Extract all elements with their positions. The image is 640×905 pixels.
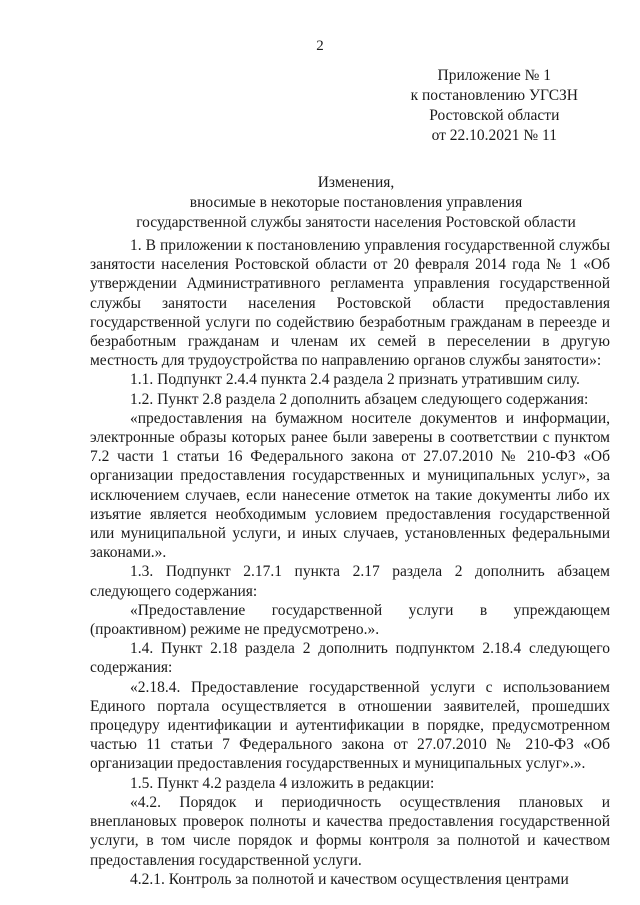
page-number: 2	[316, 38, 324, 54]
appendix-line-1: Приложение № 1	[437, 67, 552, 84]
quote-1-4: «2.18.4. Предоставление государственной услуги с использованием Единого портала осуществляется в отношении заявителей, прошедших процедуру идентификации и аутентификации в порядке, предусмотренном частью 11 статьи 7 Федерального закона от 27.07.2010 № 210-ФЗ «Об организации предоставления государственных и муниципальных услуг».».	[90, 678, 610, 773]
paragraph-1-4: 1.4. Пункт 2.18 раздела 2 дополнить подпунктом 2.18.4 следующего содержания:	[90, 640, 610, 677]
paragraph-1: 1. В приложении к постановлению управления государственной службы занятости населения Ростовской области от 20 февраля 2014 года № 1 «Об утверждении Административного регламента управления государственной службы занятости населения Ростовской области предоставления государственной услуги по содействию безработным гражданам в переезде и безработным гражданам и членам их семей в переселении в другую местность для трудоустройства по направлению органов службы занятости»:	[90, 237, 610, 370]
quote-1-5: «4.2. Порядок и периодичность осуществления плановых и внеплановых проверок полноты и качества предоставления государственной услуги, в том числе порядок и формы контроля за полнотой и качеством предоставления государственной услуги.	[90, 793, 610, 869]
paragraph-1-1: 1.1. Подпункт 2.4.4 пункта 2.4 раздела 2 признать утратившим силу.	[130, 371, 580, 389]
paragraph-1-3: 1.3. Подпункт 2.17.1 пункта 2.17 раздела 2 дополнить абзацем следующего содержания:	[90, 563, 610, 600]
appendix-block	[411, 66, 578, 146]
paragraph-1-5: 1.5. Пункт 4.2 раздела 4 изложить в редакции:	[130, 774, 435, 792]
quote-1-3: «Предоставление государственной услуги в упреждающем (проактивном) режиме не предусмотрено.».	[90, 601, 610, 639]
title-line-2: вносимые в некоторые постановления управления	[189, 194, 523, 211]
document-body	[90, 236, 610, 889]
title-line-3: государственной службы занятости населения Ростовской области	[136, 214, 576, 231]
quote-1-2: «предоставления на бумажном носителе документов и информации, электронные образы которых ранее были заверены в соответствии с пунктом 7.2 части 1 статьи 16 Федерального закона от 27.07.2010 № 210-ФЗ «Об организации предоставления государственных и муниципальных услуг», за исключением случаев, если нанесение отметок на такие документы либо их изъятие является необходимым условием предоставления государственной или муниципальной услуги, и иных случаев, установленных федеральными законами.».	[90, 409, 610, 562]
appendix-line-2: к постановлению УГСЗН	[410, 87, 578, 104]
paragraph-4-2-1: 4.2.1. Контроль за полнотой и качеством осуществления центрами	[130, 870, 569, 888]
document-title	[90, 173, 622, 233]
paragraph-1-2: 1.2. Пункт 2.8 раздела 2 дополнить абзацем следующего содержания:	[130, 390, 589, 408]
title-line-1: Изменения,	[317, 174, 395, 191]
appendix-line-4: от 22.10.2021 № 11	[431, 127, 557, 144]
appendix-line-3: Ростовской области	[429, 107, 560, 124]
